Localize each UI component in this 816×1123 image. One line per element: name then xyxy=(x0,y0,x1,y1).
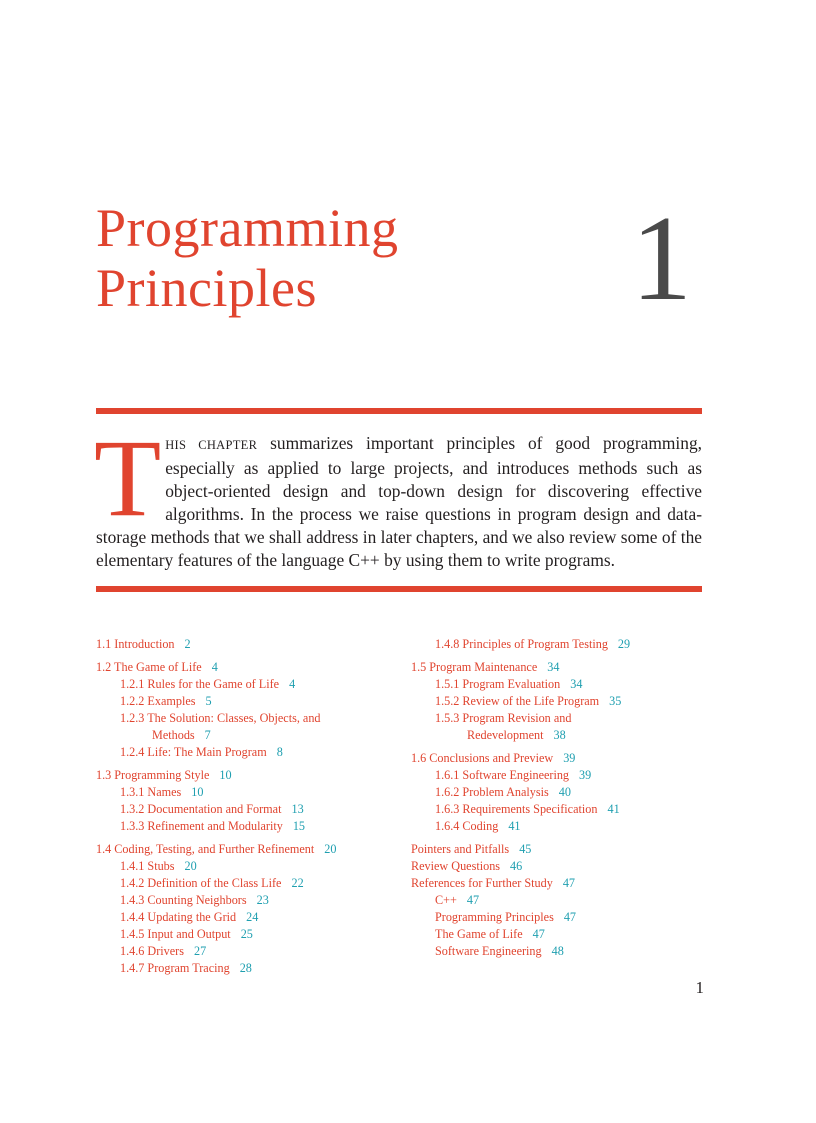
toc-entry-page: 41 xyxy=(607,802,620,816)
toc-entry[interactable] xyxy=(96,744,396,761)
toc-entry-page: 8 xyxy=(276,745,283,759)
toc-entry[interactable] xyxy=(411,818,711,835)
toc-entry-page: 5 xyxy=(205,694,212,708)
toc-entry[interactable] xyxy=(411,693,711,710)
toc-entry-page: 48 xyxy=(551,944,564,958)
toc-entry-label: 1.2.2 Examples xyxy=(120,694,196,708)
toc-entry-page: 2 xyxy=(184,637,191,651)
toc-entry[interactable] xyxy=(96,636,396,653)
page-number: 1 xyxy=(695,978,704,997)
intro-lead: HIS CHAPTER xyxy=(165,438,258,452)
toc-entry[interactable] xyxy=(96,858,396,875)
toc-entry-page: 13 xyxy=(291,802,304,816)
toc-entry-label: 1.4.6 Drivers xyxy=(120,944,184,958)
chapter-title xyxy=(96,198,398,318)
toc-entry-label: 1.4 Coding, Testing, and Further Refinement xyxy=(96,842,315,856)
toc-right-column xyxy=(411,636,711,960)
toc-entry-page: 47 xyxy=(532,927,545,941)
toc-entry-label: 1.4.8 Principles of Program Testing xyxy=(435,637,608,651)
toc-entry[interactable] xyxy=(96,892,396,909)
toc-entry[interactable] xyxy=(96,960,396,977)
toc-entry-label: 1.4.1 Stubs xyxy=(120,859,175,873)
toc-entry-label: Redevelopment xyxy=(467,728,544,742)
toc-entry-label: 1.4.3 Counting Neighbors xyxy=(120,893,247,907)
toc-entry-label: Review Questions xyxy=(411,859,501,873)
toc-entry[interactable] xyxy=(96,727,396,744)
toc-entry-label: 1.3.1 Names xyxy=(120,785,182,799)
toc-entry[interactable] xyxy=(411,926,711,943)
chapter-intro xyxy=(94,417,702,572)
toc-entry-label: 1.3.3 Refinement and Modularity xyxy=(120,819,283,833)
toc-entry-page: 7 xyxy=(204,728,211,742)
toc-entry[interactable] xyxy=(411,841,711,858)
toc-entry-label: Software Engineering xyxy=(435,944,542,958)
toc-entry[interactable] xyxy=(411,892,711,909)
toc-entry-label: 1.6.4 Coding xyxy=(435,819,499,833)
toc-entry[interactable] xyxy=(96,659,396,676)
toc-entry[interactable] xyxy=(96,676,396,693)
toc-entry-page: 45 xyxy=(519,842,532,856)
toc-entry-label: 1.2.3 The Solution: Classes, Objects, and xyxy=(120,711,321,725)
toc-entry[interactable] xyxy=(411,858,711,875)
toc-entry-page: 39 xyxy=(563,751,576,765)
toc-entry-label: 1.5 Program Maintenance xyxy=(411,660,538,674)
toc-entry[interactable] xyxy=(411,727,711,744)
toc-entry-label: The Game of Life xyxy=(435,927,523,941)
toc-entry[interactable] xyxy=(411,767,711,784)
toc-entry-label: References for Further Study xyxy=(411,876,553,890)
toc-entry-label: Pointers and Pitfalls xyxy=(411,842,510,856)
toc-entry-label: Programming Principles xyxy=(435,910,554,924)
toc-entry[interactable] xyxy=(96,710,396,727)
chapter-title-line: Principles xyxy=(96,258,317,318)
toc-entry[interactable] xyxy=(411,784,711,801)
toc-entry[interactable] xyxy=(411,636,711,653)
toc-entry-page: 29 xyxy=(617,637,631,651)
toc-entry[interactable] xyxy=(96,841,396,858)
toc-entry-page: 23 xyxy=(256,893,269,907)
chapter-title-line: Programming xyxy=(96,198,399,258)
toc-entry-page: 25 xyxy=(240,927,253,941)
toc-entry[interactable] xyxy=(96,909,396,926)
toc-entry-label: 1.6.2 Problem Analysis xyxy=(435,785,549,799)
toc-entry[interactable] xyxy=(411,676,711,693)
toc-entry-page: 39 xyxy=(579,768,592,782)
toc-entry-label: 1.2.4 Life: The Main Program xyxy=(120,745,267,759)
chapter-number: 1 xyxy=(631,191,692,326)
toc-entry-page: 47 xyxy=(563,910,577,924)
toc-entry[interactable] xyxy=(96,784,396,801)
toc-entry-page: 34 xyxy=(547,660,560,674)
toc-entry[interactable] xyxy=(96,943,396,960)
toc-entry[interactable] xyxy=(411,909,711,926)
toc-entry[interactable] xyxy=(411,875,711,892)
toc-entry-page: 4 xyxy=(211,660,218,674)
toc-entry-page: 22 xyxy=(291,876,304,890)
toc-left-column xyxy=(96,636,396,977)
toc-entry-page: 15 xyxy=(292,819,305,833)
toc-entry-label: 1.3 Programming Style xyxy=(96,768,210,782)
toc-entry[interactable] xyxy=(411,801,711,818)
toc-entry[interactable] xyxy=(96,818,396,835)
toc-entry-page: 47 xyxy=(562,876,575,890)
toc-entry-page: 4 xyxy=(289,677,296,691)
toc-entry[interactable] xyxy=(96,926,396,943)
toc-entry-page: 20 xyxy=(324,842,337,856)
toc-entry-label: 1.4.7 Program Tracing xyxy=(120,961,230,975)
toc-entry-page: 10 xyxy=(219,768,232,782)
toc-entry-label: 1.6.3 Requirements Specification xyxy=(435,802,598,816)
toc-entry-page: 47 xyxy=(466,893,480,907)
toc-entry-label: 1.6.1 Software Engineering xyxy=(435,768,570,782)
toc-entry-page: 34 xyxy=(570,677,583,691)
toc-entry-page: 28 xyxy=(239,961,252,975)
toc-entry-label: 1.1 Introduction xyxy=(96,637,175,651)
toc-entry-label: 1.4.5 Input and Output xyxy=(120,927,231,941)
toc-entry[interactable] xyxy=(411,750,711,767)
toc-entry-label: 1.2 The Game of Life xyxy=(96,660,202,674)
toc-entry-label: 1.6 Conclusions and Preview xyxy=(411,751,554,765)
toc-entry-page: 41 xyxy=(508,819,521,833)
toc-entry[interactable] xyxy=(411,943,711,960)
drop-cap: T xyxy=(94,417,162,539)
toc-entry[interactable] xyxy=(96,801,396,818)
toc-entry-label: Methods xyxy=(152,728,195,742)
intro-text: summarizes important principles of good programming, especially as applied to large projects, and introduces methods such as object-oriented design and top-down design for discovering effective algorithms. In the process we raise questions in program design and data-storage methods that we shall address in later chapters, and we also review some of the elementary features of the language C++ by using them to write programs. xyxy=(96,433,702,570)
toc-entry[interactable] xyxy=(411,659,711,676)
toc-entry-page: 20 xyxy=(184,859,197,873)
bottom-rule xyxy=(96,586,702,592)
toc-entry-page: 38 xyxy=(553,728,566,742)
toc-entry[interactable] xyxy=(96,875,396,892)
toc-entry-page: 24 xyxy=(246,910,259,924)
toc-entry-page: 46 xyxy=(510,859,523,873)
toc-entry-label: 1.4.2 Definition of the Class Life xyxy=(120,876,282,890)
toc-entry-page: 40 xyxy=(558,785,571,799)
toc-entry-label: C++ xyxy=(435,893,457,907)
top-rule xyxy=(96,408,702,414)
toc-entry-label: 1.4.4 Updating the Grid xyxy=(120,910,237,924)
toc-entry-label: 1.2.1 Rules for the Game of Life xyxy=(120,677,280,691)
toc-entry[interactable] xyxy=(96,693,396,710)
toc-entry-label: 1.3.2 Documentation and Format xyxy=(120,802,282,816)
toc-entry[interactable] xyxy=(96,767,396,784)
toc-entry-page: 35 xyxy=(609,694,622,708)
toc-entry-label: 1.5.1 Program Evaluation xyxy=(435,677,561,691)
toc-entry-label: 1.5.2 Review of the Life Program xyxy=(435,694,600,708)
toc-entry[interactable] xyxy=(411,710,711,727)
toc-entry-label: 1.5.3 Program Revision and xyxy=(435,711,572,725)
toc-entry-page: 10 xyxy=(191,785,204,799)
toc-entry-page: 27 xyxy=(193,944,207,958)
